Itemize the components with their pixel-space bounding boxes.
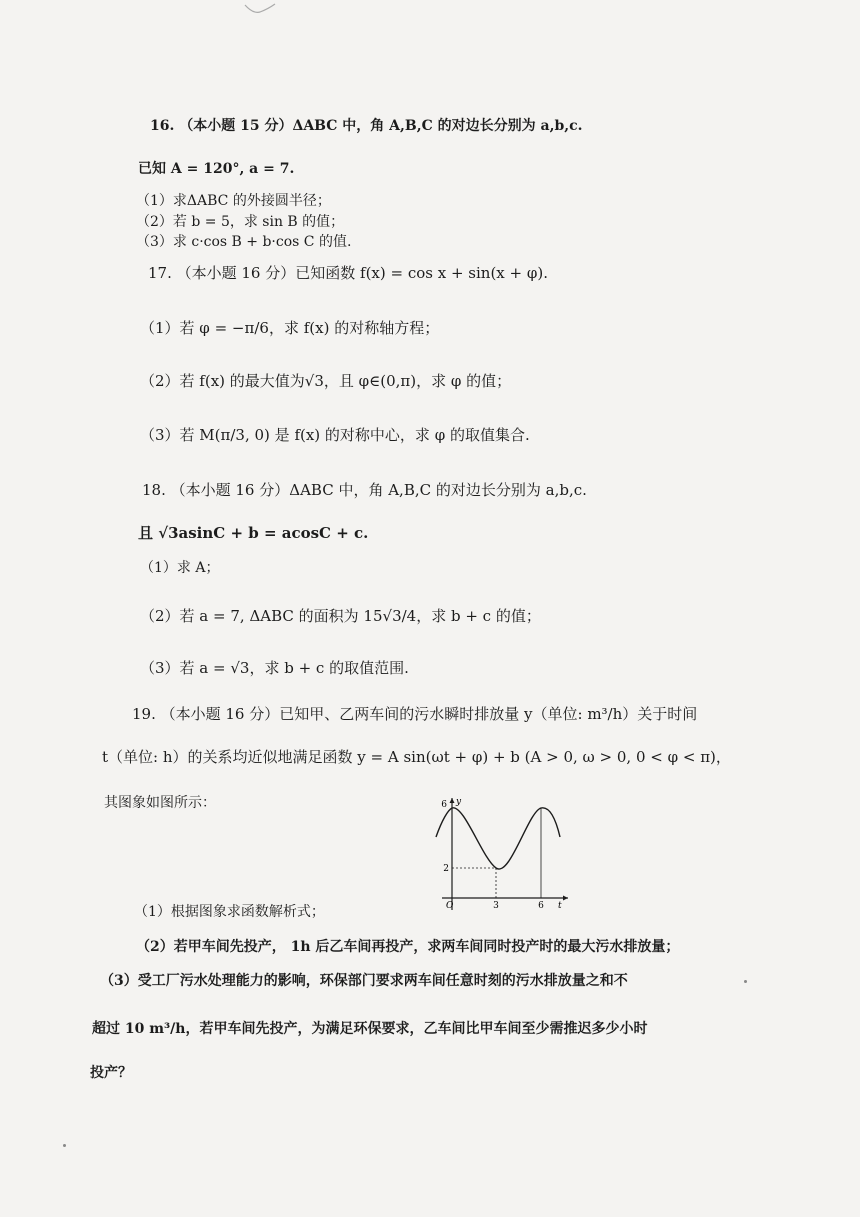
q19-part-3-line-3: 投产？	[90, 1065, 132, 1081]
q18-given: 且 √3asinC + b = acosC + c.	[138, 524, 369, 542]
q16-part-2: （2）若 b = 5，求 sin B 的值；	[136, 214, 345, 230]
y-tick-6: 6	[441, 800, 447, 810]
q19-part-1: （1）根据图象求函数解析式；	[134, 904, 325, 920]
q18-stem: 18. （本小题 16 分）ΔABC 中，角 A,B,C 的对边长分别为 a,b,c.	[142, 481, 587, 499]
t-axis-arrow	[563, 896, 568, 901]
q19-line-2: t（单位: h）的关系均近似地满足函数 y = A sin(ωt + φ) + b (A > 0, ω > 0, 0 < φ < π)，	[102, 748, 731, 766]
q18-part-3: （3）若 a = √3，求 b + c 的取值范围.	[140, 659, 409, 677]
q19-part-2: （2）若甲车间先投产， 1h 后乙车间再投产，求两车间同时投产时的最大污水排放量；	[136, 939, 680, 955]
sine-graph	[428, 796, 570, 912]
y-axis-label: y	[456, 797, 462, 807]
origin-label: O	[446, 901, 454, 911]
q16-part-3: （3）求 c·cos B + b·cos C 的值.	[136, 234, 352, 250]
q17-part-2: （2）若 f(x) 的最大值为√3，且 φ∈(0,π)，求 φ 的值；	[140, 372, 512, 390]
q17-part-3: （3）若 M(π/3, 0) 是 f(x) 的对称中心，求 φ 的取值集合.	[140, 426, 530, 444]
q19-line-1: 19. （本小题 16 分）已知甲、乙两车间的污水瞬时排放量 y（单位: m³/h）关于时间	[132, 705, 698, 723]
q16-stem: 16. （本小题 15 分）ΔABC 中，角 A,B,C 的对边长分别为 a,b,c.	[150, 118, 583, 134]
y-tick-2: 2	[443, 864, 449, 874]
q17-stem: 17. （本小题 16 分）已知函数 f(x) = cos x + sin(x + φ).	[148, 264, 548, 282]
q19-part-3-line-2: 超过 10 m³/h，若甲车间先投产，为满足环保要求，乙车间比甲车间至少需推迟多少小时	[92, 1021, 648, 1037]
q17-part-1: （1）若 φ = −π/6，求 f(x) 的对称轴方程；	[140, 319, 440, 337]
q18-part-2: （2）若 a = 7, ΔABC 的面积为 15√3/4，求 b + c 的值；	[140, 607, 541, 625]
scan-speck	[744, 980, 747, 983]
sine-curve	[436, 808, 560, 869]
y-axis-arrow	[450, 798, 455, 803]
q16-part-1: （1）求ΔABC 的外接圆半径；	[136, 193, 331, 209]
x-tick-3: 3	[493, 901, 499, 911]
q19-part-3-line-1: （3）受工厂污水处理能力的影响，环保部门要求两车间任意时刻的污水排放量之和不	[100, 973, 628, 989]
x-tick-6: 6	[538, 901, 544, 911]
q16-given: 已知 A = 120°, a = 7.	[138, 161, 295, 177]
scan-speck	[63, 1144, 66, 1147]
scan-pen-mark	[243, 2, 277, 16]
q18-part-1: （1）求 A；	[140, 560, 220, 576]
t-axis-label: t	[558, 901, 562, 911]
q19-line-3: 其图象如图所示：	[104, 795, 216, 811]
